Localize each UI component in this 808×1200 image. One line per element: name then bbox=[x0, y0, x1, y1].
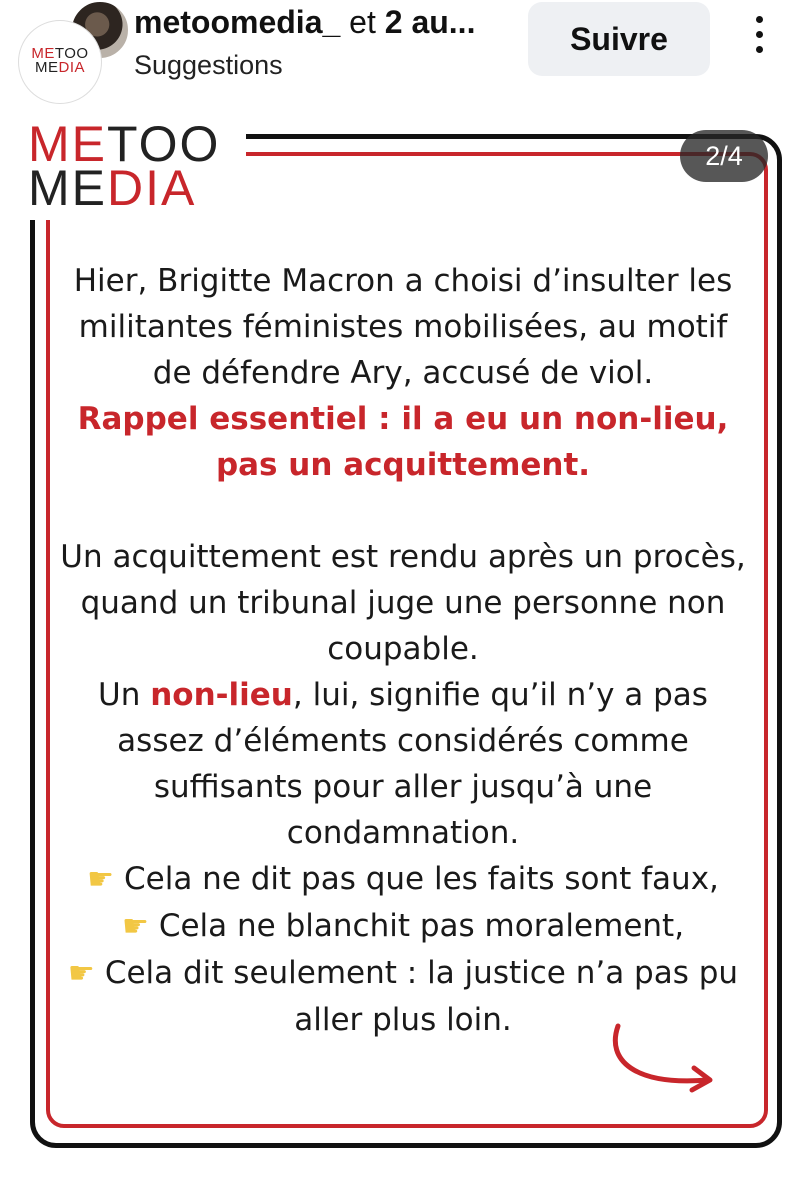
post-image[interactable] bbox=[0, 110, 808, 1200]
avatar-logo-text: ME bbox=[34, 59, 59, 76]
bullet-item bbox=[58, 903, 748, 950]
logo-text: DIA bbox=[107, 160, 197, 216]
post-header bbox=[0, 0, 808, 110]
logo-text: ME bbox=[28, 116, 107, 172]
paragraph-emphasis: Rappel essentiel : il a eu un non-lieu, pas un acquittement. bbox=[77, 401, 729, 483]
more-options-icon[interactable] bbox=[744, 16, 774, 62]
bullet-text: Cela dit seulement : la justice n’a pas pu aller plus loin. bbox=[104, 955, 739, 1038]
text-segment: , lui, signifie qu’il n’y a pas assez d’éléments considérés comme suffisants pour aller jusqu’à une condamnation. bbox=[117, 677, 708, 851]
collaborators-link[interactable]: 2 au... bbox=[384, 4, 476, 40]
bullet-text: Cela ne dit pas que les faits sont faux, bbox=[124, 861, 719, 897]
pointing-hand-icon: ☛ bbox=[87, 862, 114, 897]
follow-button[interactable]: Suivre bbox=[528, 2, 710, 76]
avatar-logo-text: ME bbox=[31, 45, 55, 62]
pointing-hand-icon: ☛ bbox=[67, 956, 95, 991]
paragraph-acquittement: Un acquittement est rendu après un procès, quand un tribunal juge une personne non coupable. bbox=[60, 539, 746, 667]
username[interactable]: metoomedia_ bbox=[134, 4, 341, 40]
logo-text: TOO bbox=[107, 116, 221, 172]
paragraph-intro: Hier, Brigitte Macron a choisi d’insulter les militantes féministes mobilisées, au motif de défendre Ary, accusé de viol. bbox=[73, 263, 733, 391]
avatar-group[interactable] bbox=[18, 0, 128, 100]
bullet-text: Cela ne blanchit pas moralement, bbox=[158, 908, 685, 944]
post-text bbox=[58, 258, 748, 1043]
logo-text: ME bbox=[28, 160, 107, 216]
non-lieu-emphasis: non-lieu bbox=[150, 677, 293, 713]
paragraph-non-lieu bbox=[58, 672, 748, 856]
carousel-page-indicator: 2/4 bbox=[680, 130, 768, 182]
avatar-logo-text: DIA bbox=[58, 59, 85, 76]
pointing-hand-icon: ☛ bbox=[121, 909, 149, 944]
avatar-logo-text: TOO bbox=[54, 45, 89, 62]
metoo-media-logo bbox=[28, 116, 221, 216]
swipe-arrow-icon bbox=[604, 1020, 724, 1100]
username-line[interactable] bbox=[134, 4, 475, 41]
text-segment: Un bbox=[98, 677, 151, 713]
avatar-logo[interactable] bbox=[18, 20, 102, 104]
suggestion-label: Suggestions bbox=[134, 50, 283, 80]
username-suffix: et bbox=[340, 4, 385, 40]
bullet-item bbox=[58, 856, 748, 903]
